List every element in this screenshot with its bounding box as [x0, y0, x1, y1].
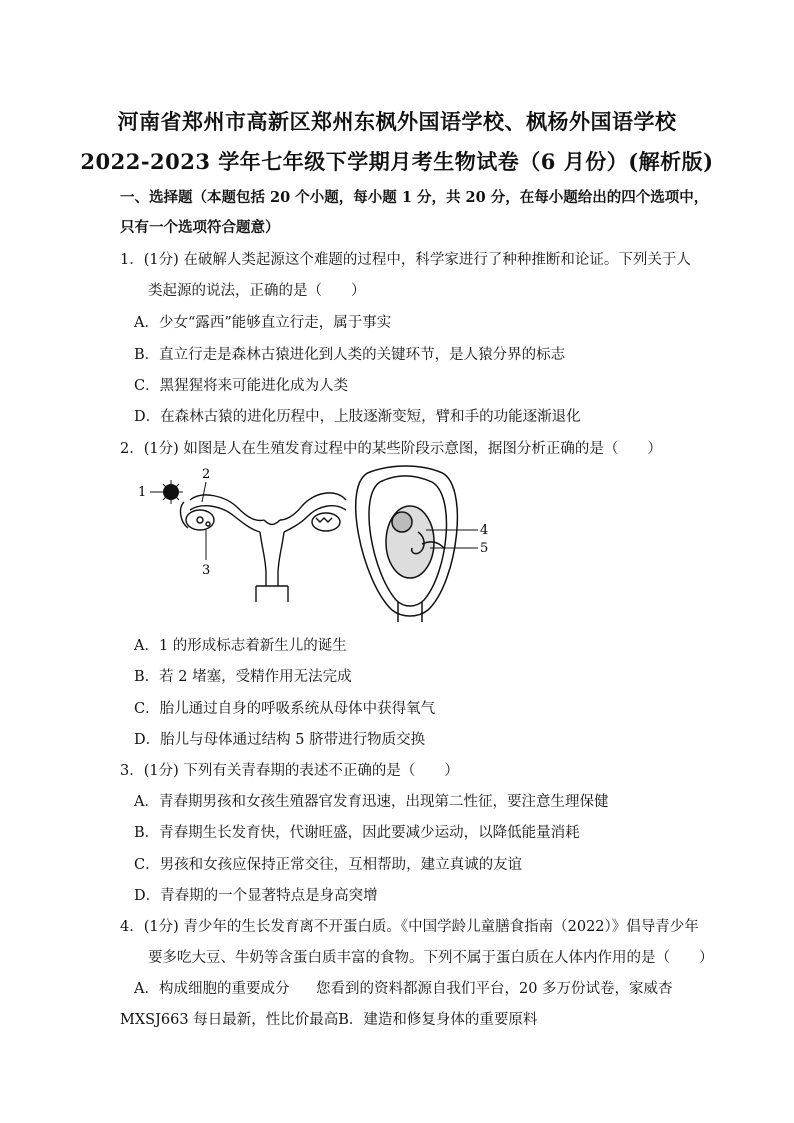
q4-stem: 4．(1分) 青少年的生长发育离不开蛋白质。《中国学龄儿童膳食指南（2022）》倡导青少年	[120, 919, 699, 935]
q1-option-c: C．黑猩猩将来可能进化成为人类	[134, 378, 349, 394]
q3-option-d: D．青春期的一个显著特点是身高突增	[134, 888, 378, 904]
figure-label-1: 1	[138, 485, 147, 500]
q4-option-b-line: MXSJ663 每日最新，性比价最高B．建造和修复身体的重要原料	[120, 1012, 538, 1028]
figure-label-5: 5	[480, 541, 489, 556]
q2-option-b: B．若 2 堵塞，受精作用无法完成	[134, 669, 352, 685]
section-heading-cont: 只有一个选项符合题意）	[120, 219, 280, 236]
document-title-line1: 河南省郑州市高新区郑州东枫外国语学校、枫杨外国语学校	[117, 109, 677, 134]
q2-option-d: D．胎儿与母体通过结构 5 脐带进行物质交换	[134, 732, 426, 748]
fertilized-egg-icon	[159, 480, 183, 504]
figure-label-3: 3	[202, 563, 211, 578]
figure-label-2: 2	[202, 467, 211, 482]
q4-option-a: A．构成细胞的重要成分	[134, 981, 290, 997]
q1-option-d: D．在森林古猿的进化历程中，上肢逐渐变短，臂和手的功能逐渐退化	[134, 409, 581, 425]
figure-label-4: 4	[480, 523, 489, 538]
document-title-line2: 2022-2023 学年七年级下学期月考生物试卷（6 月份）(解析版)	[80, 149, 714, 174]
female-reproductive-system-diagram	[181, 493, 346, 602]
q3-option-b: B．青春期生长发育快，代谢旺盛，因此要减少运动，以降低能量消耗	[134, 825, 580, 841]
q1-option-a: A．少女“露西”能够直立行走，属于事实	[134, 315, 392, 331]
q1-option-b: B．直立行走是森林古猿进化到人类的关键环节，是人猿分界的标志	[134, 347, 566, 363]
q4-stem-cont: 要多吃大豆、牛奶等含蛋白质丰富的食物。下列不属于蛋白质在人体内作用的是（ ）	[148, 950, 714, 966]
watermark-text: 您看到的资料都源自我们平台，20 多万份试卷，家威杏	[316, 981, 673, 997]
q2-stem: 2．(1分) 如图是人在生殖发育过程中的某些阶段示意图，据图分析正确的是（ ）	[120, 441, 662, 457]
q1-stem-cont: 类起源的说法，正确的是（ ）	[148, 283, 366, 299]
section-heading: 一、选择题（本题包括 20 个小题，每小题 1 分，共 20 分，在每小题给出的四个选项中，	[120, 189, 709, 206]
q2-option-c: C．胎儿通过自身的呼吸系统从母体中获得氧气	[134, 701, 436, 717]
q3-stem: 3．(1分) 下列有关青春期的表述不正确的是（ ）	[120, 763, 459, 779]
q1-stem: 1．(1分) 在破解人类起源这个难题的过程中，科学家进行了种种推断和论证。下列关于人	[120, 252, 691, 268]
q3-option-a: A．青春期男孩和女孩生殖器官发育迅速，出现第二性征，要注意生理保健	[134, 794, 609, 810]
q2-option-a: A．1 的形成标志着新生儿的诞生	[134, 638, 347, 654]
q3-option-c: C．男孩和女孩应保持正常交往，互相帮助，建立真诚的友谊	[134, 857, 523, 873]
reproduction-figure	[130, 462, 500, 622]
fetus-in-uterus-diagram	[356, 466, 458, 622]
